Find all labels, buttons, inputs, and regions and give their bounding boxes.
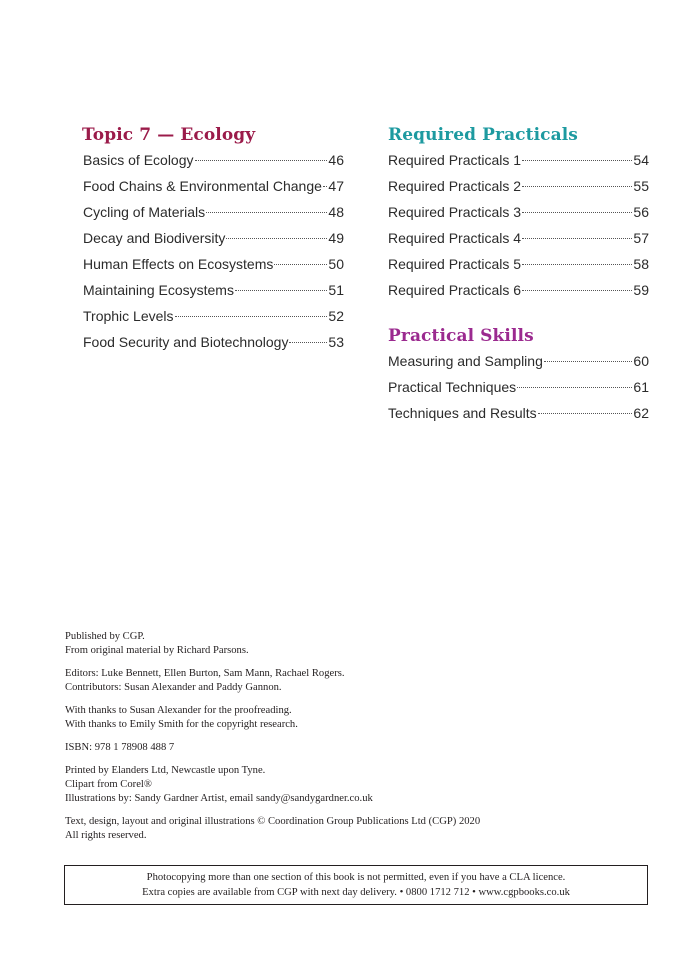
toc-page-number: 62 [633,405,649,421]
imprint-line: Editors: Luke Bennett, Ellen Burton, Sam Mann, Rachael Rogers. [65,668,345,679]
toc-entry [83,225,344,251]
toc-page-number: 52 [328,308,344,324]
practical-skills-toc-list [388,348,649,426]
toc-entry-title: Basics of Ecology [83,152,194,168]
imprint-publisher [65,630,625,658]
toc-entry-title: Techniques and Results [388,405,537,421]
imprint-printing [65,764,625,806]
toc-leader-dots [195,160,328,161]
toc-entry-title: Food Chains & Environmental Change [83,178,322,194]
toc-entry [388,277,649,303]
toc-entry-title: Maintaining Ecosystems [83,282,234,298]
toc-page-number: 51 [328,282,344,298]
imprint-copyright [65,815,625,843]
toc-page-number: 46 [328,152,344,168]
toc-leader-dots [274,264,327,265]
toc-page-number: 54 [633,152,649,168]
toc-leader-dots [522,186,632,187]
photocopy-notice-box [64,865,648,905]
imprint-editors [65,667,625,695]
imprint-isbn [65,741,625,755]
toc-leader-dots [175,316,328,317]
toc-leader-dots [522,160,632,161]
toc-entry-title: Decay and Biodiversity [83,230,226,246]
topic7-heading: Topic 7 — Ecology [82,125,256,145]
topic7-toc-list [83,147,344,355]
toc-leader-dots [544,361,633,362]
toc-entry [83,199,344,225]
toc-entry-title: Food Security and Biotechnology [83,334,289,350]
toc-entry-title: Measuring and Sampling [388,353,543,369]
toc-page-number: 60 [633,353,649,369]
toc-leader-dots [517,387,632,388]
toc-leader-dots [206,212,327,213]
imprint-line: Clipart from Corel® [65,779,152,790]
toc-leader-dots [522,264,632,265]
imprint-thanks [65,704,625,732]
toc-entry [388,251,649,277]
toc-page-number: 48 [328,204,344,220]
toc-page-number: 56 [633,204,649,220]
toc-entry [388,225,649,251]
toc-page-number: 50 [328,256,344,272]
toc-entry [388,374,649,400]
toc-leader-dots [226,238,327,239]
imprint-line: Published by CGP. [65,631,145,642]
toc-page-number: 55 [633,178,649,194]
toc-entry [83,277,344,303]
toc-entry [388,348,649,374]
toc-leader-dots [323,186,328,187]
toc-leader-dots [235,290,327,291]
toc-entry-title: Required Practicals 5 [388,256,522,272]
toc-entry [83,303,344,329]
toc-entry [83,251,344,277]
imprint-line: Printed by Elanders Ltd, Newcastle upon Tyne. [65,765,266,776]
imprint-line: With thanks to Emily Smith for the copyright research. [65,719,298,730]
toc-page-number: 61 [633,379,649,395]
toc-page-number: 49 [328,230,344,246]
toc-entry-title: Required Practicals 6 [388,282,522,298]
required-practicals-toc-list [388,147,649,303]
toc-entry-title: Trophic Levels [83,308,174,324]
imprint-line: ISBN: 978 1 78908 488 7 [65,742,175,753]
toc-leader-dots [522,238,632,239]
toc-entry [388,173,649,199]
imprint-line: Illustrations by: Sandy Gardner Artist, email sandy@sandygardner.co.uk [65,793,373,804]
toc-page-number: 53 [328,334,344,350]
toc-entry [388,199,649,225]
toc-entry [388,147,649,173]
toc-entry-title: Required Practicals 2 [388,178,522,194]
imprint-line: From original material by Richard Parsons. [65,645,249,656]
toc-entry [83,147,344,173]
toc-entry [83,173,344,199]
toc-entry-title: Practical Techniques [388,379,517,395]
toc-entry-title: Required Practicals 1 [388,152,522,168]
toc-page-number: 47 [328,178,344,194]
toc-leader-dots [289,342,327,343]
imprint [65,630,625,852]
photocopy-notice: Photocopying more than one section of this book is not permitted, even if you have a CLA licence. [146,872,566,883]
toc-page-number: 57 [633,230,649,246]
imprint-line: Text, design, layout and original illustrations © Coordination Group Publications Ltd (CGP) 2020 [65,816,481,827]
imprint-line: All rights reserved. [65,830,147,841]
toc-entry [388,400,649,426]
toc-entry-title: Cycling of Materials [83,204,206,220]
required-practicals-heading: Required Practicals [388,125,578,145]
imprint-line: With thanks to Susan Alexander for the proofreading. [65,705,292,716]
toc-leader-dots [522,212,632,213]
ordering-info: Extra copies are available from CGP with next day delivery. • 0800 1712 712 • www.cgpbooks.co.uk [142,887,570,898]
toc-page-number: 59 [633,282,649,298]
toc-entry [83,329,344,355]
toc-entry-title: Human Effects on Ecosystems [83,256,274,272]
toc-entry-title: Required Practicals 4 [388,230,522,246]
toc-leader-dots [522,290,632,291]
toc-entry-title: Required Practicals 3 [388,204,522,220]
imprint-line: Contributors: Susan Alexander and Paddy Gannon. [65,682,282,693]
toc-leader-dots [538,413,633,414]
practical-skills-heading: Practical Skills [388,326,534,346]
toc-page-number: 58 [633,256,649,272]
